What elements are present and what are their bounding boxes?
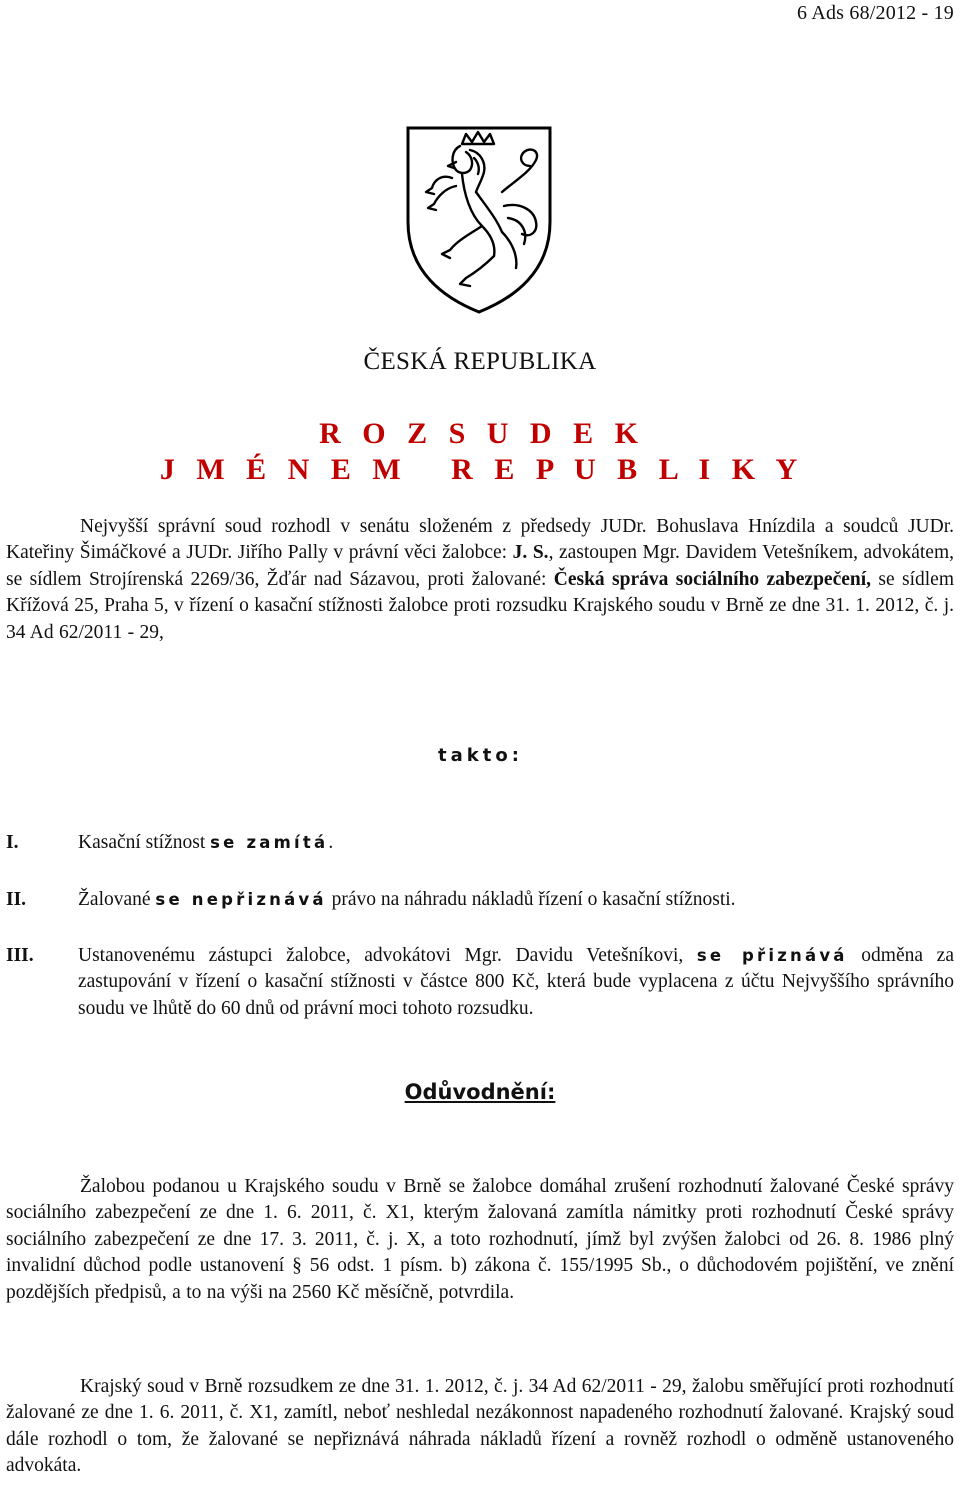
ruling-text-end: . [328,832,334,853]
reasoning-paragraph: Žalobou podanou u Krajského soudu v Brně se žalobce domáhal zrušení rozhodnutí žalované České správy sociálního zabezpečení ze dne 1. 6. 2011, č. X1, kterým žalovaná zamítla námitky proti rozhodnutí České správy sociálního zabezpečení ze dne 17. 3. 2011, č. j. X, a toto rozhodnutí, jímž byl zvýšen žalobci od 26. 8. 1986 plný invalidní důchod podle ustanovení § 56 odst. 1 písm. b) zákona č. 155/1995 Sb., o důchodovém pojištění, ve znění pozdějších předpisů, a to na výši na 2560 Kč měsíčně, potvrdila. [6,1176,954,1303]
ruling-item [6,887,954,913]
czech-lion-coat-of-arms-icon [404,122,554,316]
reasoning-heading: Odůvodnění: [404,1080,556,1104]
ruling-text: Ustanovenému zástupci žalobce, advokátovi Mgr. Davidu Vetešníkovi, [78,945,697,966]
ruling-number: II. [6,889,27,910]
takto-heading: takto: [438,745,523,766]
ruling-number: I. [6,832,19,853]
intro-part1: Nejvyšší správní soud rozhodl v senátu složeném z předsedy JUDr. Bohuslava Hnízdila a soudců JUDr. Kateřiny Šimáčkové a JUDr. Jiřího Pally v právní věci žalobce: [6,516,954,564]
verdict-title [0,416,960,488]
verdict-heading: R O Z S U D E K [319,417,645,450]
intro-part3: se sídlem Křížová 25, Praha 5, v řízení o kasační stížnosti žalobce proti rozsudku Krajského soudu v Brně ze dne 31. 1. 2012, č. j. 34 Ad 62/2011 - 29, [6,568,954,643]
ruling-emphasis: se zamítá [210,833,329,852]
ruling-text-end: právo na náhradu nákladů řízení o kasační stížnosti. [326,889,736,910]
reasoning-paragraph: Krajský soud v Brně rozsudkem ze dne 31. 1. 2012, č. j. 34 Ad 62/2011 - 29, žalobu směřující proti rozhodnutí žalované ze dne 1. 6. 2011, č. X1, zamítl, neboť neshledal nezákonnost napadeného rozhodnutí žalované. Krajský soud dále rozhodl o tom, že žalované se nepřiznává náhrada nákladů řízení a rovněž rozhodl o odměně ustanoveného advokáta. [6,1376,954,1477]
ruling-emphasis: se přiznává [696,946,848,965]
plaintiff-name: J. S. [512,542,549,564]
defendant-name: Česká správa sociálního zabezpečení, [553,568,872,590]
ruling-text-end: odměna za zastupování v řízení o kasační stížnosti v částce 800 Kč, která bude vyplacena z účtu Nejvyššího správního soudu ve lhůtě do 60 dnů od právní moci tohoto rozsudku. [78,945,954,1019]
ruling-text: Žalované [78,889,156,910]
ruling-emphasis: se nepřiznává [155,890,327,909]
ruling-item [6,830,954,856]
in-name-of-republic: J M É N E M R E P U B L I K Y [159,453,805,486]
intro-paragraph [6,514,954,646]
intro-part2: , zastoupen Mgr. Davidem Vetešníkem, advokátem, se sídlem Strojírenská 2269/36, Žďár nad Sázavou, proti žalované: [6,542,954,590]
ruling-text: Kasační stížnost [78,832,211,853]
ruling-item [6,943,954,1022]
case-number: 6 Ads 68/2012 - 19 [797,2,954,24]
ruling-number: III. [6,945,34,966]
country-title: ČESKÁ REPUBLIKA [363,348,597,375]
